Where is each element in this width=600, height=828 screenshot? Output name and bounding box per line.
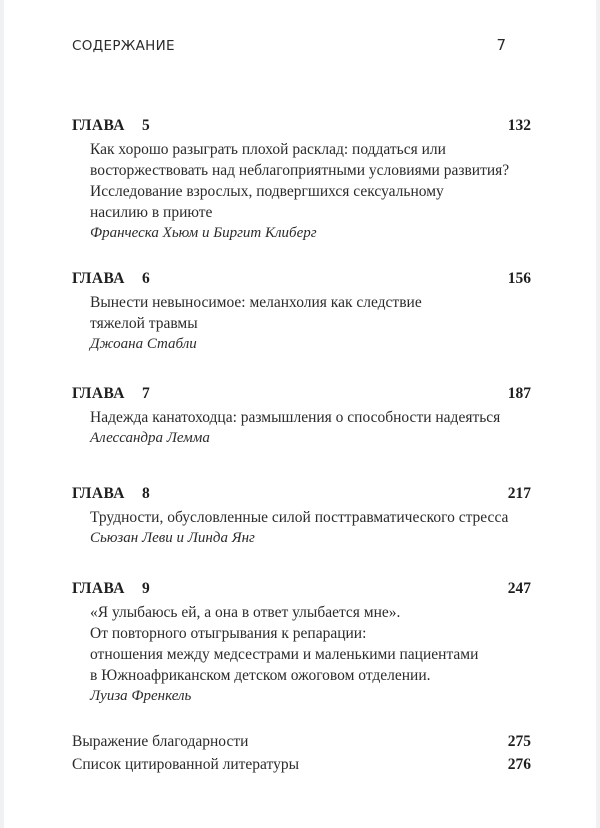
- page-number: 7: [496, 36, 506, 54]
- chapter-author: Джоана Стабли: [90, 336, 197, 352]
- toc-entry-chapter-8[interactable]: [72, 485, 531, 549]
- toc-entry-chapter-5[interactable]: [72, 117, 531, 244]
- chapter-title-line: восторжествовать над неблагоприятными условиями развития?: [90, 162, 510, 179]
- entry-page-number: 276: [507, 756, 531, 773]
- chapter-label: ГЛАВА: [72, 270, 125, 287]
- chapter-title-line: «Я улыбаюсь ей, а она в ответ улыбается мне».: [90, 604, 401, 621]
- chapter-heading: [72, 385, 531, 407]
- chapter-title: [90, 407, 531, 428]
- chapter-title: [90, 292, 531, 334]
- chapter-page-number: 132: [507, 117, 531, 134]
- chapter-number: 6: [142, 270, 150, 287]
- chapter-label: ГЛАВА: [72, 117, 125, 134]
- chapter-title-line: Исследование взрослых, подвергшихся сексуальному: [90, 183, 444, 200]
- toc-entry-chapter-7[interactable]: [72, 385, 531, 449]
- chapter-title-line: Вынести невыносимое: меланхолия как следствие: [90, 294, 422, 311]
- chapter-author: Алессандра Лемма: [90, 430, 210, 446]
- chapter-title: [90, 507, 531, 528]
- chapter-author: Луиза Френкель: [90, 688, 192, 704]
- entry-label: Выражение благодарности: [72, 733, 249, 750]
- chapter-title-line: Как хорошо разыграть плохой расклад: поддаться или: [90, 141, 446, 158]
- toc-entry-chapter-9[interactable]: [72, 580, 531, 707]
- chapter-number: 7: [142, 385, 150, 402]
- book-page: [4, 0, 596, 828]
- toc-entry-references[interactable]: [72, 756, 531, 779]
- chapter-title-line: Надежда канатоходца: размышления о способности надеяться: [90, 409, 501, 426]
- chapter-title-line: тяжелой травмы: [90, 315, 198, 332]
- chapter-heading: [72, 485, 531, 507]
- running-title: СОДЕРЖАНИЕ: [72, 38, 175, 54]
- chapter-heading: [72, 270, 531, 292]
- entry-label: Список цитированной литературы: [72, 756, 300, 773]
- toc-entry-acknowledgements[interactable]: [72, 733, 531, 756]
- chapter-number: 5: [142, 117, 150, 134]
- chapter-number: 9: [142, 580, 150, 597]
- chapter-heading: [72, 117, 531, 139]
- chapter-author: Франческа Хьюм и Биргит Клиберг: [90, 225, 317, 241]
- chapter-title-line: От повторного отыгрывания к репарации:: [90, 625, 367, 642]
- toc-entry-chapter-6[interactable]: [72, 270, 531, 355]
- chapter-title-line: Трудности, обусловленные силой посттравматического стресса: [90, 509, 509, 526]
- chapter-heading: [72, 580, 531, 602]
- chapter-page-number: 217: [507, 485, 531, 502]
- chapter-title: [90, 139, 531, 223]
- chapter-title: [90, 602, 531, 686]
- chapter-page-number: 187: [507, 385, 531, 402]
- chapter-number: 8: [142, 485, 150, 502]
- chapter-label: ГЛАВА: [72, 385, 125, 402]
- chapter-label: ГЛАВА: [72, 580, 125, 597]
- chapter-title-line: насилию в приюте: [90, 204, 213, 221]
- chapter-title-line: отношения между медсестрами и маленькими пациентами: [90, 646, 479, 663]
- chapter-label: ГЛАВА: [72, 485, 125, 502]
- chapter-page-number: 156: [507, 270, 531, 287]
- toc-backmatter: [72, 733, 531, 779]
- chapter-page-number: 247: [507, 580, 531, 597]
- chapter-title-line: в Южноафриканском детском ожоговом отделении.: [90, 667, 431, 684]
- chapter-author: Сьюзан Леви и Линда Янг: [90, 530, 255, 546]
- entry-page-number: 275: [507, 733, 531, 750]
